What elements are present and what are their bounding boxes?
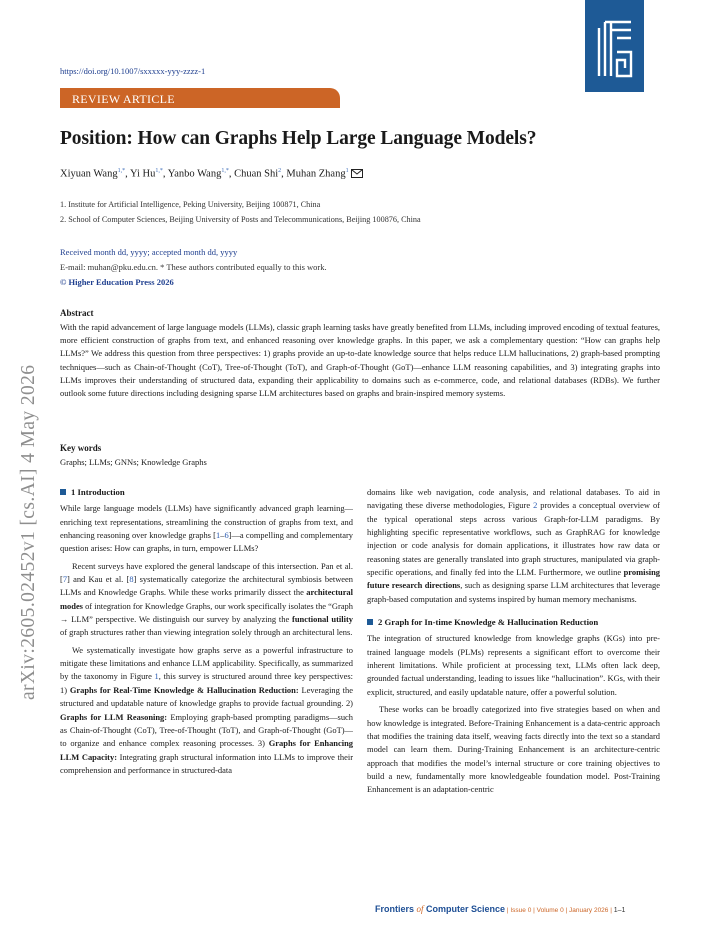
author-name: Chuan Shi bbox=[234, 168, 279, 180]
author-separator: , bbox=[125, 168, 130, 180]
text-run: Integrating graph structural information into LLMs to improve their comprehension and performance in structured-data bbox=[60, 751, 353, 775]
bold-phrase: functional utility bbox=[292, 614, 353, 625]
text-run: Leveraging the structured and updatable nature of knowledge graphs to provide factual grounding. 2) bbox=[60, 684, 353, 709]
text-run: – bbox=[220, 530, 225, 541]
author-separator: , bbox=[162, 168, 168, 180]
bold-phrase: promising future research directions bbox=[367, 567, 660, 591]
section-marker-icon bbox=[60, 489, 66, 495]
text-run: Recent surveys have explored the general landscape of this intersection. Pan et al. [ bbox=[60, 560, 353, 585]
section-title: 1 Introduction bbox=[71, 487, 125, 497]
author-affiliation-mark: 1,* bbox=[221, 168, 229, 174]
text-run: ] systematically categorize the architectural symbiosis between LLMs and Knowledge Graphs. While these works primarily dissect the bbox=[60, 574, 353, 598]
paragraph bbox=[60, 502, 353, 555]
author-affiliation-mark: 1,* bbox=[117, 168, 126, 174]
bold-phrase: Graphs for Real-Time Knowledge & Hallucination Reduction: bbox=[69, 684, 299, 695]
text-run: The integration of structured knowledge from knowledge graphs (KGs) into pre-trained language models (PLMs) represents a significant effort to overcome their inherent limitations. While proficient at processing text, LLMs often lack deep, grounded factual understanding, leading to issues like “hallucination”. KGs, with their explicit, structured, and easily updatable nature, offer a powerful solution. bbox=[367, 633, 660, 697]
author-separator: , bbox=[228, 168, 235, 180]
text-run: , such as designing sparse LLM architectures that leverage graph-based computation and systems inspired by human memory mechanisms. bbox=[367, 580, 660, 604]
author-name: Xiyuan Wang bbox=[60, 168, 118, 180]
copyright-line: © Higher Education Press 2026 bbox=[60, 277, 174, 287]
text-run: of graph structures rather than viewing integration solely through an architectural lens. bbox=[60, 627, 353, 638]
author-affiliation-mark: 1 bbox=[345, 168, 349, 174]
article-type-banner bbox=[60, 88, 340, 108]
abstract-text: With the rapid advancement of large language models (LLMs), classic graph learning tasks have greatly benefited from LLMs, including improved encoding of textual features, more efficient construction of graphs from text, and enhanced reasoning over knowledge graphs. In this paper, we ask a complementary question: “How can graphs help LLMs?” We address this question from three perspectives: 1) graphs provide an up-to-date knowledge source that helps reduce LLM hallucinations, 2) graph-based prompting techniques—such as Chain-of-Thought (CoT), Tree-of-Thought (ToT), and Graph-of-Thought (GoT)—enhance LLM reasoning capabilities, and 3) integrating graphs into LLMs improves their understanding of structured data, expanding their applicability to domains such as e-commerce, code, and relational databases (RDBs). We further outlook some future directions including designing sparse LLM architectures based on graphs and brain-inspired memory systems. bbox=[60, 322, 660, 399]
abstract-heading: Abstract bbox=[60, 308, 94, 318]
received-dates: Received month dd, yyyy; accepted month dd, yyyy bbox=[60, 247, 238, 257]
affiliation-2: 2. School of Computer Sciences, Beijing University of Posts and Telecommunications, Beijing 100876, China bbox=[60, 215, 421, 224]
author-list bbox=[60, 168, 363, 181]
journal-name: Frontiers of Computer Science bbox=[375, 904, 506, 914]
section-heading-introduction bbox=[60, 486, 353, 499]
journal-logo-icon bbox=[585, 0, 644, 92]
text-run: These works can be broadly categorized into five strategies based on when and how knowledge is integrated. Before-Training Enhancement is a data-centric approach that modifies the training data itself, weaving facts directly into the text so a standard model can learn them. During-Training Enhancement is an architecture-centric approach that modifies the model’s internal structure or core training objectives to build a new, fundamentally more knowledgeable foundation model. Post-Training Enhancement is an adaptation-centric bbox=[367, 704, 660, 795]
citation-ref[interactable]: 2 bbox=[533, 500, 538, 511]
paragraph bbox=[367, 486, 660, 606]
author-affiliation-mark: 2 bbox=[278, 168, 282, 174]
author-separator: , bbox=[281, 168, 287, 180]
section-heading-graph-knowledge bbox=[367, 616, 660, 629]
author-name: Yi Hu bbox=[129, 168, 156, 180]
section-marker-icon bbox=[367, 619, 373, 625]
bold-phrase: architectural modes bbox=[60, 587, 353, 611]
text-run: domains like web navigation, code analysis, and relational databases. To aid in navigating these diverse methodologies, Figure bbox=[367, 487, 660, 511]
citation-ref[interactable]: 8 bbox=[129, 574, 134, 585]
issue-meta: | Issue 0 | Volume 0 | January 2026 | bbox=[505, 907, 614, 914]
page-footer bbox=[375, 904, 625, 914]
section-title: 2 Graph for In-time Knowledge & Hallucination Reduction bbox=[378, 617, 599, 628]
paragraph bbox=[367, 703, 660, 796]
citation-ref[interactable]: 7 bbox=[62, 574, 68, 585]
left-column bbox=[60, 486, 353, 781]
author-name: Muhan Zhang bbox=[286, 168, 346, 180]
paragraph bbox=[367, 632, 660, 699]
article-type-label: REVIEW ARTICLE bbox=[72, 92, 175, 106]
affiliation-1: 1. Institute for Artificial Intelligence, Peking University, Beijing 100871, China bbox=[60, 200, 321, 209]
doi-link[interactable]: https://doi.org/10.1007/sxxxxx-yyy-zzzz-1 bbox=[60, 66, 206, 76]
email-note: E-mail: muhan@pku.edu.cn. * These authors contributed equally to this work. bbox=[60, 262, 327, 272]
arxiv-stamp: arXiv:2605.02452v1 [cs.AI] 4 May 2026 bbox=[18, 364, 39, 700]
page-number: 1–1 bbox=[613, 907, 626, 914]
keywords-heading: Key words bbox=[60, 443, 102, 453]
text-run: , this survey is structured around three key perspectives: 1) bbox=[60, 671, 353, 695]
text-run: of integration for Knowledge Graphs, our work specifically isolates the “Graph → LLM” perspective. We distinguish our survey by analyzing the bbox=[60, 600, 353, 625]
text-run: ]—a compelling and complementary question arises: How can graphs, in turn, empower LLMs? bbox=[60, 530, 353, 554]
paragraph bbox=[60, 644, 353, 777]
text-run: provides a conceptual overview of the typical operational steps across various Graph-for-LLM paradigms. By highlighting specific representative workflows, such as GraphRAG for knowledge injection or code analysis for domain applications, it illustrates how raw data or reasoning states are generally translated into graph structures, manipulated via graph-specific operations, and finally fed into the LLM. Furthermore, we outline bbox=[367, 500, 660, 578]
text-run: Employing graph-based prompting paradigms—such as Chain-of-Thought (CoT), Tree-of-Thought (ToT), and Graph-of-Thought (GoT)—to organize and enhance complex reasoning processes. 3) bbox=[60, 711, 354, 749]
right-column bbox=[367, 486, 660, 801]
paper-title: Position: How can Graphs Help Large Language Models? bbox=[60, 128, 537, 149]
bold-phrase: Graphs for LLM Reasoning: bbox=[60, 711, 168, 722]
author-name: Yanbo Wang bbox=[167, 168, 222, 180]
citation-ref[interactable]: 1 bbox=[154, 671, 159, 682]
text-run: ] and Kau et al. [ bbox=[67, 574, 130, 585]
text-run: While large language models (LLMs) have significantly advanced graph learning—enriching text representations, streamlining the construction of graphs from text, and enhancing reasoning over knowledge graphs [ bbox=[60, 503, 353, 541]
bold-phrase: Graphs for Enhancing LLM Capacity: bbox=[60, 738, 353, 762]
citation-ref[interactable]: 1 bbox=[216, 530, 221, 541]
author-affiliation-mark: 1,* bbox=[155, 168, 163, 174]
citation-ref[interactable]: 6 bbox=[224, 530, 229, 541]
paragraph bbox=[60, 560, 353, 640]
keywords-text: Graphs; LLMs; GNNs; Knowledge Graphs bbox=[60, 457, 207, 467]
text-run: We systematically investigate how graphs serve as a powerful infrastructure to mitigate these limitations and enhance LLM applicability. Specifically, as summarized by the taxonomy in Figure bbox=[60, 644, 353, 682]
envelope-icon[interactable] bbox=[351, 169, 363, 181]
